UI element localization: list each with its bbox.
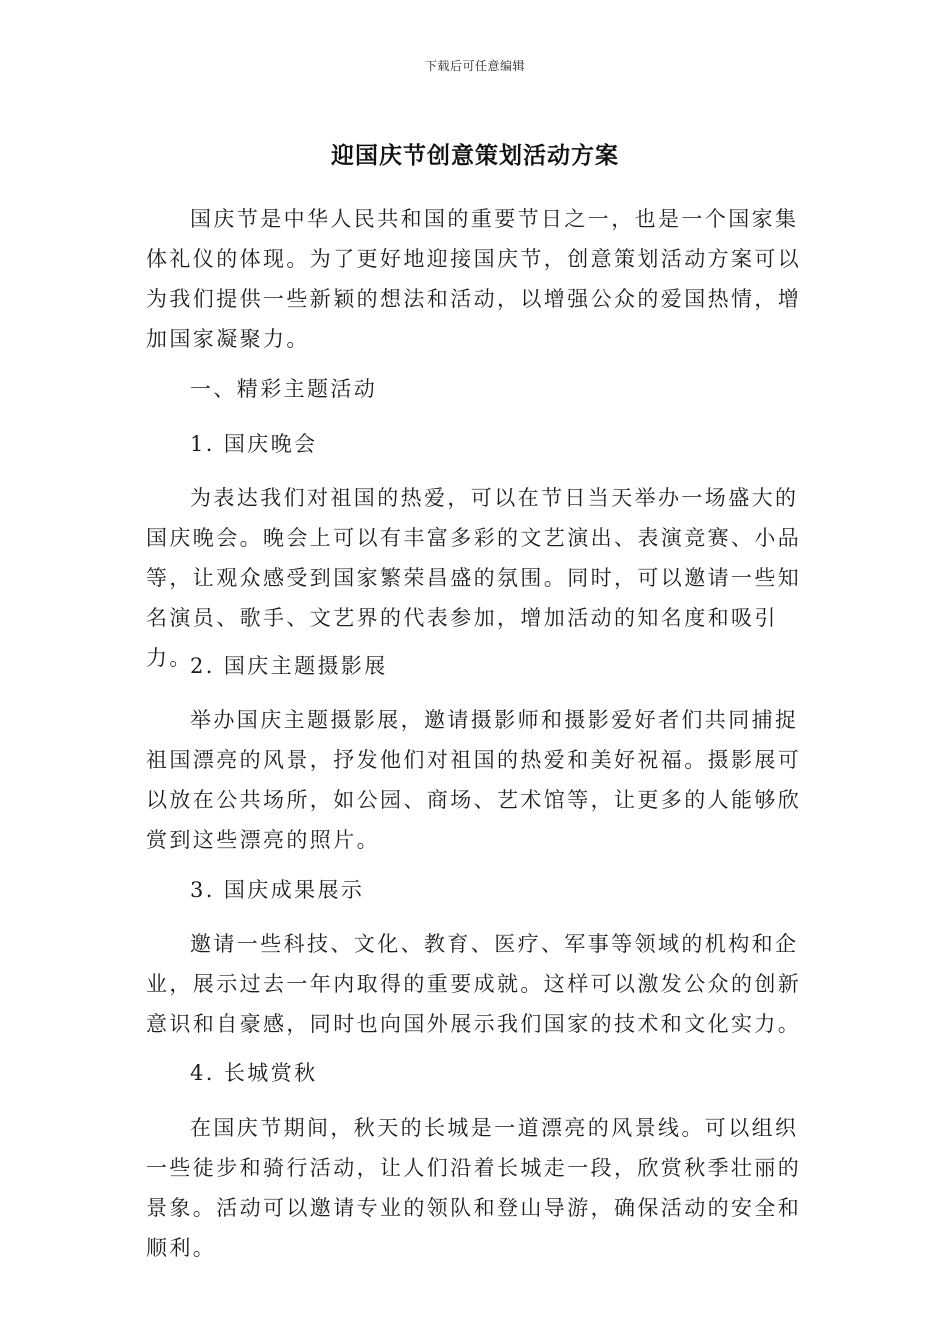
- item-heading-3: 3. 国庆成果展示: [190, 878, 365, 902]
- item-paragraph-2: 举办国庆主题摄影展，邀请摄影师和摄影爱好者们共同捕捉祖国漂亮的风景，抒发他们对祖国的热爱和美好祝福。摄影展可以放在公共场所，如公园、商场、艺术馆等，让更多的人能够欣赏到这些漂亮的照片。: [146, 708, 802, 852]
- item-paragraph-1: 为表达我们对祖国的热爱，可以在节日当天举办一场盛大的国庆晚会。晚会上可以有丰富多彩的文艺演出、表演竞赛、小品等，让观众感受到国家繁荣昌盛的氛围。同时，可以邀请一些知名演员、歌手、文艺界的代表参加，增加活动的知名度和吸引力。: [146, 486, 802, 670]
- item-heading-1: 1. 国庆晚会: [190, 432, 318, 456]
- item-paragraph-4: 在国庆节期间，秋天的长城是一道漂亮的风景线。可以组织一些徒步和骑行活动，让人们沿着长城走一段，欣赏秋季壮丽的景象。活动可以邀请专业的领队和登山导游，确保活动的安全和顺利。: [146, 1116, 802, 1260]
- section-heading: 一、精彩主题活动: [190, 377, 378, 401]
- intro-paragraph: 国庆节是中华人民共和国的重要节日之一，也是一个国家集体礼仪的体现。为了更好地迎接国庆节，创意策划活动方案可以为我们提供一些新颖的想法和活动，以增强公众的爱国热情，增加国家凝聚力。: [146, 207, 802, 351]
- item-heading-2: 2. 国庆主题摄影展: [190, 654, 388, 678]
- item-paragraph-3: 邀请一些科技、文化、教育、医疗、军事等领域的机构和企业，展示过去一年内取得的重要成就。这样可以激发公众的创新意识和自豪感，同时也向国外展示我们国家的技术和文化实力。: [146, 932, 802, 1036]
- header-note: 下载后可任意编辑: [424, 59, 525, 73]
- document-title: 迎国庆节创意策划活动方案: [331, 143, 619, 169]
- item-heading-4: 4. 长城赏秋: [190, 1061, 318, 1085]
